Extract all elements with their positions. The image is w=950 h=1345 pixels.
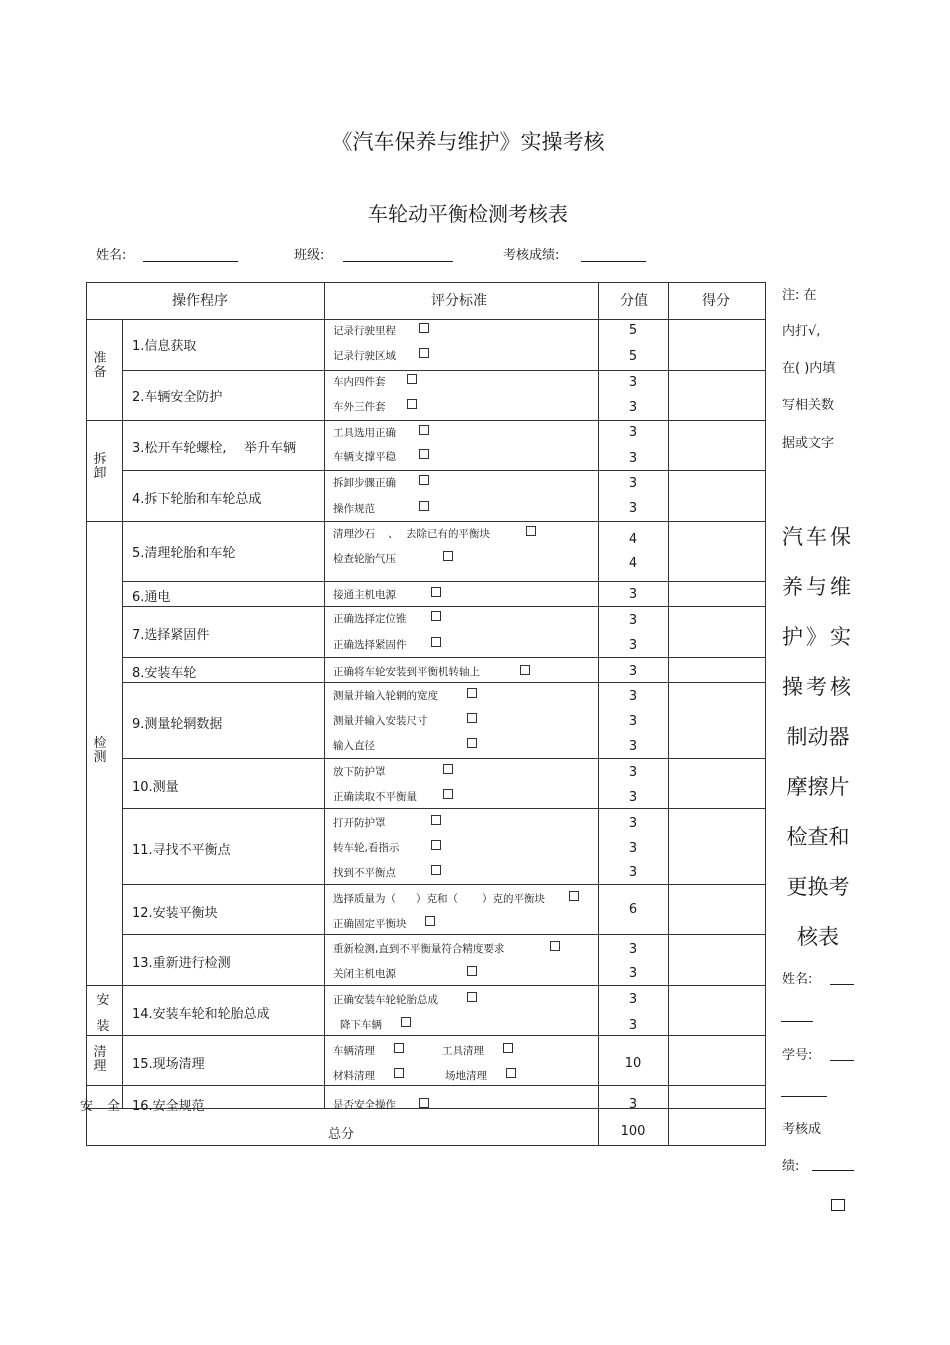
criterion-text: 检查轮胎气压 [333,553,396,565]
class-label: 班级: [294,248,325,263]
side-score-label: 绩: [782,1159,800,1174]
check-box[interactable] [431,840,441,850]
side-name-label: 姓名: [782,972,813,987]
point-value: 3 [628,790,638,805]
name-label: 姓名: [96,248,127,263]
criterion-text: 记录行驶里程 [333,325,396,337]
header-score: 得分 [702,293,730,309]
header-procedure: 操作程序 [172,293,228,309]
criterion-text: ）克和（ [416,893,458,905]
criterion-text: 工具选用正确 [333,427,396,439]
side-title: 制动器 [786,725,850,749]
check-box[interactable] [401,1017,411,1027]
step-label: 15.现场清理 [132,1057,205,1072]
check-box[interactable] [425,916,435,926]
row-divider [86,1035,766,1036]
point-value: 3 [628,966,638,981]
point-value: 3 [628,816,638,831]
check-box[interactable] [550,941,560,951]
check-box[interactable] [419,1098,429,1108]
criterion-text: 找到不平衡点 [333,867,396,879]
row-divider [122,934,766,935]
criterion-text: 记录行驶区域 [333,350,396,362]
row-divider [86,521,766,522]
point-value: 3 [628,714,638,729]
side-id-field[interactable] [830,1060,854,1061]
row-divider [122,370,766,371]
row-divider [122,581,766,582]
point-value: 3 [628,739,638,754]
header-points: 分值 [620,293,648,309]
check-box[interactable] [431,815,441,825]
row-divider [122,884,766,885]
side-note: 在( )内填 [782,361,836,376]
check-box[interactable] [419,475,429,485]
row-divider [122,606,766,607]
criterion-text: 正确固定平衡块 [333,918,407,930]
column-divider [668,282,669,1146]
exam-score-field[interactable] [581,261,646,262]
group-remove: 拆卸 [93,452,107,481]
side-title: 更换考 [786,875,850,899]
step-label: 举升车辆 [244,441,297,456]
row-divider [86,420,766,421]
side-note: 注: 在 [782,288,817,303]
check-box[interactable] [394,1068,404,1078]
row-divider [122,758,766,759]
side-title: 摩擦片 [786,775,850,799]
row-divider [86,319,766,320]
criterion-text: 材料清理 [333,1070,375,1082]
step-label: 3.松开车轮螺栓, [132,441,227,456]
table-border [86,282,87,1146]
criterion-text: 是否安全操作 [333,1099,396,1111]
point-value: 4 [628,532,638,547]
point-value: 3 [628,501,638,516]
row-divider [86,985,766,986]
check-box[interactable] [419,425,429,435]
check-box[interactable] [419,501,429,511]
criterion-text: 车外三件套 [333,401,386,413]
header-criteria: 评分标准 [431,293,487,309]
check-box[interactable] [419,323,429,333]
row-divider [122,808,766,809]
check-box[interactable] [431,637,441,647]
side-title: 养与维 [782,575,854,599]
point-value: 3 [628,664,638,679]
row-divider [122,470,766,471]
side-note: 写相关数 [782,398,835,413]
check-box[interactable] [467,688,477,698]
row-divider [122,657,766,658]
row-divider [122,682,766,683]
point-value: 3 [628,1097,638,1112]
criterion-text: 拆卸步骤正确 [333,477,396,489]
side-id-label: 学号: [782,1048,813,1063]
group-safety: 安全 [80,1099,135,1114]
side-name-field[interactable] [830,984,854,985]
check-box[interactable] [407,399,417,409]
step-label: 2.车辆安全防护 [132,390,223,405]
check-box[interactable] [520,665,530,675]
table-border [765,282,766,1146]
step-label: 13.重新进行检测 [132,956,231,971]
step-label: 7.选择紧固件 [132,628,210,643]
name-field[interactable] [143,261,238,262]
side-title: 护》实 [782,625,854,649]
criterion-text: 测量并输入安装尺寸 [333,715,428,727]
criterion-text: 选择质量为（ [333,893,396,905]
point-value: 5 [628,323,638,338]
point-value: 5 [628,349,638,364]
criterion-text: 正确选择定位锥 [333,613,407,625]
criterion-text: 降下车辆 [340,1019,382,1031]
step-label: 16.安全规范 [132,1099,205,1114]
point-value: 3 [628,765,638,780]
check-box[interactable] [831,1199,845,1211]
criterion-text: 清理沙石 [333,528,375,540]
check-box[interactable] [419,348,429,358]
side-score-field[interactable] [812,1170,854,1171]
check-box[interactable] [407,374,417,384]
criterion-text: 正确安装车轮轮胎总成 [333,994,438,1006]
criterion-text: 关闭主机电源 [333,968,396,980]
point-value: 3 [628,400,638,415]
step-label: 10.测量 [132,780,179,795]
point-value: 3 [628,613,638,628]
criterion-text: 车辆清理 [333,1045,375,1057]
check-box[interactable] [503,1043,513,1053]
group-detect: 检测 [93,736,107,765]
point-value: 3 [628,587,638,602]
check-box[interactable] [394,1043,404,1053]
point-value: 3 [628,476,638,491]
point-value: 3 [628,841,638,856]
point-value: 3 [628,451,638,466]
check-box[interactable] [419,449,429,459]
check-box[interactable] [467,992,477,1002]
criterion-text: 测量并输入轮辋的宽度 [333,690,438,702]
criterion-text: 去除已有的平衡块 [406,528,490,540]
criterion-text: 、 [388,528,399,540]
criterion-text: 正确将车轮安装到平衡机转轴上 [333,666,480,678]
group-clean: 清理 [93,1045,107,1074]
check-box[interactable] [506,1068,516,1078]
table-border [86,1145,766,1146]
check-box[interactable] [467,738,477,748]
side-score-label: 考核成 [782,1122,822,1137]
step-label: 11.寻找不平衡点 [132,843,231,858]
step-label: 14.安装车轮和轮胎总成 [132,1007,270,1022]
side-id-field[interactable] [781,1096,827,1097]
step-label: 6.通电 [132,590,171,605]
assessment-table [80,282,766,1146]
form-subtitle: 车轮动平衡检测考核表 [368,202,568,226]
criterion-text: 打开防护罩 [333,817,386,829]
check-box[interactable] [467,713,477,723]
side-title: 检查和 [786,825,850,849]
total-points: 100 [620,1124,646,1139]
check-box[interactable] [431,587,441,597]
criterion-text: 接通主机电源 [333,589,396,601]
class-field[interactable] [343,261,453,262]
check-box[interactable] [443,551,453,561]
criterion-text: 操作规范 [333,503,375,515]
table-border [86,282,766,283]
criterion-text: 车内四件套 [333,376,386,388]
criterion-text: 正确读取不平衡量 [333,791,417,803]
side-note: 内打√, [782,324,821,339]
check-box[interactable] [431,865,441,875]
check-box[interactable] [526,526,536,536]
check-box[interactable] [431,611,441,621]
row-divider [86,1085,766,1086]
group-install: 安装 [96,993,110,1034]
point-value: 10 [624,1056,642,1071]
point-value: 6 [628,902,638,917]
point-value: 3 [628,689,638,704]
check-box[interactable] [569,891,579,901]
step-label: 1.信息获取 [132,339,197,354]
point-value: 3 [628,425,638,440]
check-box[interactable] [467,966,477,976]
criterion-text: 场地清理 [445,1070,487,1082]
criterion-text: 重新检测,直到不平衡量符合精度要求 [333,943,505,955]
criterion-text: 转车轮,看指示 [333,842,400,854]
side-note: 据或文字 [782,436,835,451]
point-value: 4 [628,556,638,571]
check-box[interactable] [443,764,453,774]
step-label: 9.测量轮辋数据 [132,717,223,732]
criterion-text: 正确选择紧固件 [333,639,407,651]
side-title: 核表 [797,925,839,949]
criterion-text: 放下防护罩 [333,766,386,778]
point-value: 3 [628,942,638,957]
point-value: 3 [628,375,638,390]
side-name-field[interactable] [781,1021,813,1022]
document-title: 《汽车保养与维护》实操考核 [331,130,605,154]
point-value: 3 [628,992,638,1007]
exam-score-label: 考核成绩: [503,248,560,263]
side-title: 汽车保 [782,525,854,549]
criterion-text: 工具清理 [442,1045,484,1057]
total-label: 总分 [328,1127,355,1142]
column-divider [122,319,123,1108]
step-label: 5.清理轮胎和车轮 [132,546,236,561]
check-box[interactable] [443,789,453,799]
group-prep: 准备 [93,351,107,380]
step-label: 12.安装平衡块 [132,906,218,921]
criterion-text: ）克的平衡块 [482,893,545,905]
criterion-text: 车辆支撑平稳 [333,451,396,463]
criterion-text: 输入直径 [333,740,375,752]
step-label: 4.拆下轮胎和车轮总成 [132,492,262,507]
step-label: 8.安装车轮 [132,666,197,681]
point-value: 3 [628,1018,638,1033]
point-value: 3 [628,638,638,653]
side-title: 操考核 [782,675,854,699]
point-value: 3 [628,865,638,880]
